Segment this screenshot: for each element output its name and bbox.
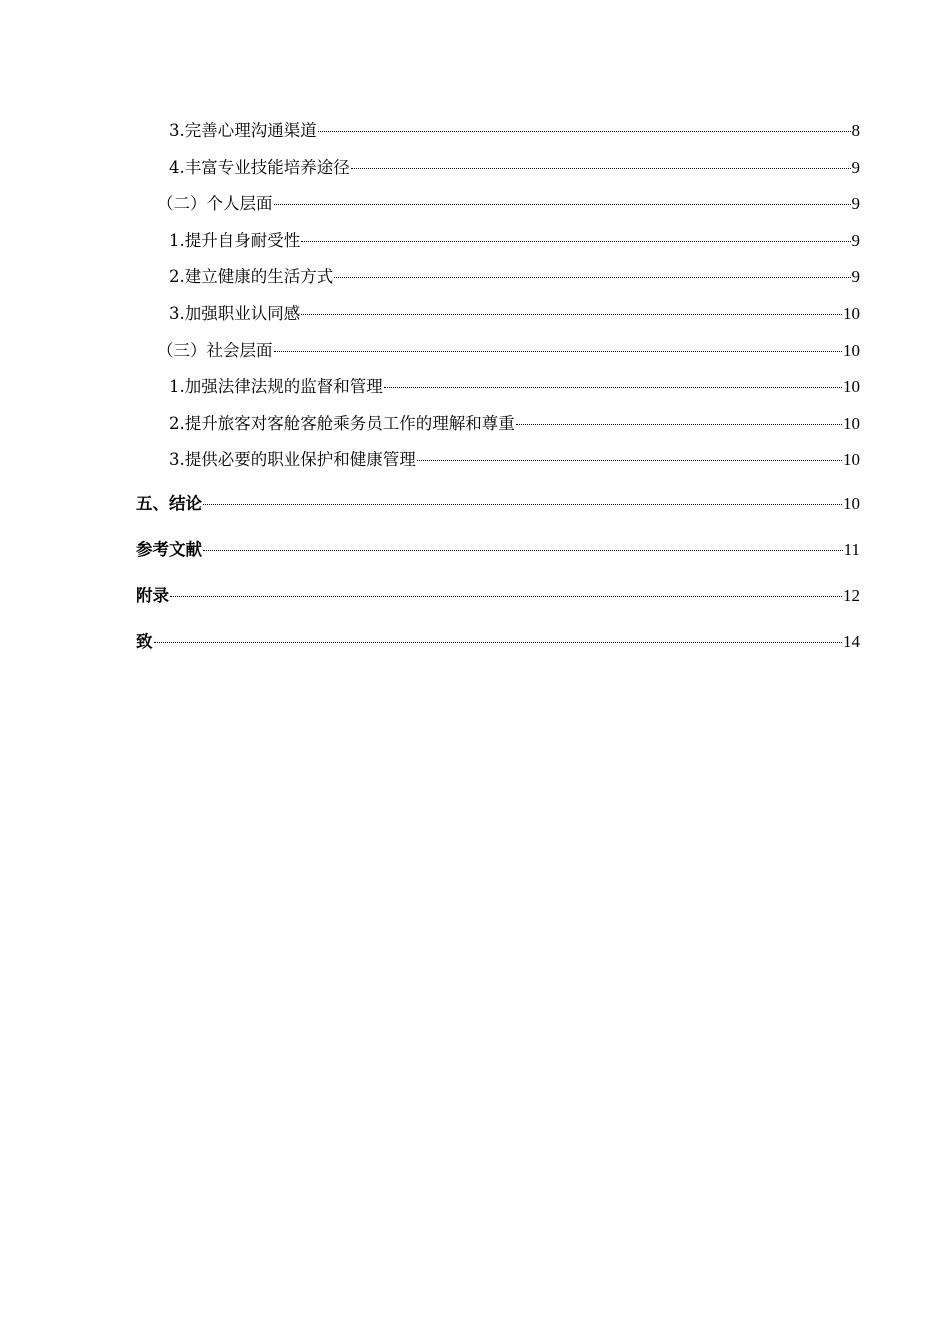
table-of-contents [136, 113, 860, 665]
toc-entry-chapter[interactable] [136, 481, 860, 527]
toc-entry-page: 14 [843, 631, 860, 651]
toc-leader-dots [351, 168, 851, 169]
toc-entry-title: 4.丰富专业技能培养途径 [169, 157, 350, 177]
toc-leader-dots [274, 351, 843, 352]
toc-entry-title: 2.提升旅客对客舱客舱乘务员工作的理解和尊重 [169, 413, 515, 433]
toc-leader-dots [301, 241, 850, 242]
toc-entry-title: 2.建立健康的生活方式 [169, 267, 334, 287]
toc-entry-title: 3.加强职业认同感 [169, 303, 301, 323]
toc-entry-page: 10 [843, 413, 860, 433]
toc-entry-title: 致 [136, 631, 153, 651]
toc-entry-title: （三）社会层面 [157, 340, 273, 360]
toc-leader-dots [274, 204, 851, 205]
toc-leader-dots [203, 504, 842, 505]
toc-entry-title: 3.完善心理沟通渠道 [169, 121, 317, 140]
toc-entry-page: 10 [843, 450, 860, 470]
toc-entry-title: 参考文献 [136, 539, 202, 559]
toc-entry-page: 11 [843, 539, 860, 559]
toc-entry-title: 1.加强法律法规的监督和管理 [169, 377, 383, 397]
toc-entry[interactable] [136, 186, 860, 223]
toc-entry-chapter[interactable] [136, 619, 860, 665]
toc-entry-page: 9 [851, 194, 860, 214]
toc-leader-dots [334, 277, 850, 278]
toc-leader-dots [203, 550, 843, 551]
toc-entry-page: 10 [843, 377, 860, 397]
toc-entry-page: 10 [843, 340, 860, 360]
toc-entry-chapter[interactable] [136, 573, 860, 619]
toc-leader-dots [384, 387, 842, 388]
toc-entry[interactable] [136, 442, 860, 479]
toc-entry[interactable] [136, 259, 860, 296]
toc-entry-page: 12 [843, 585, 860, 605]
toc-entry-page: 10 [843, 493, 860, 513]
toc-entry[interactable] [136, 296, 860, 333]
toc-entry[interactable] [136, 113, 860, 150]
toc-entry[interactable] [136, 333, 860, 370]
toc-entry-page: 9 [851, 267, 860, 287]
toc-entry-page: 9 [851, 230, 860, 250]
toc-entry-title: （二）个人层面 [157, 194, 273, 214]
toc-leader-dots [301, 314, 842, 315]
toc-entry[interactable] [136, 369, 860, 406]
toc-entry-title: 五、结论 [136, 493, 202, 513]
toc-entry[interactable] [136, 223, 860, 260]
toc-entry-title: 附录 [136, 585, 169, 605]
toc-entry-title: 1.提升自身耐受性 [169, 230, 301, 250]
toc-leader-dots [154, 642, 843, 643]
toc-leader-dots [417, 460, 842, 461]
toc-leader-dots [318, 131, 851, 132]
toc-leader-dots [516, 424, 842, 425]
toc-entry-page: 9 [851, 157, 860, 177]
toc-entry-page: 8 [851, 121, 860, 140]
toc-entry-title: 3.提供必要的职业保护和健康管理 [169, 450, 416, 470]
toc-entry[interactable] [136, 150, 860, 187]
toc-entry[interactable] [136, 406, 860, 443]
toc-leader-dots [170, 596, 842, 597]
toc-entry-chapter[interactable] [136, 527, 860, 573]
toc-entry-page: 10 [843, 303, 860, 323]
